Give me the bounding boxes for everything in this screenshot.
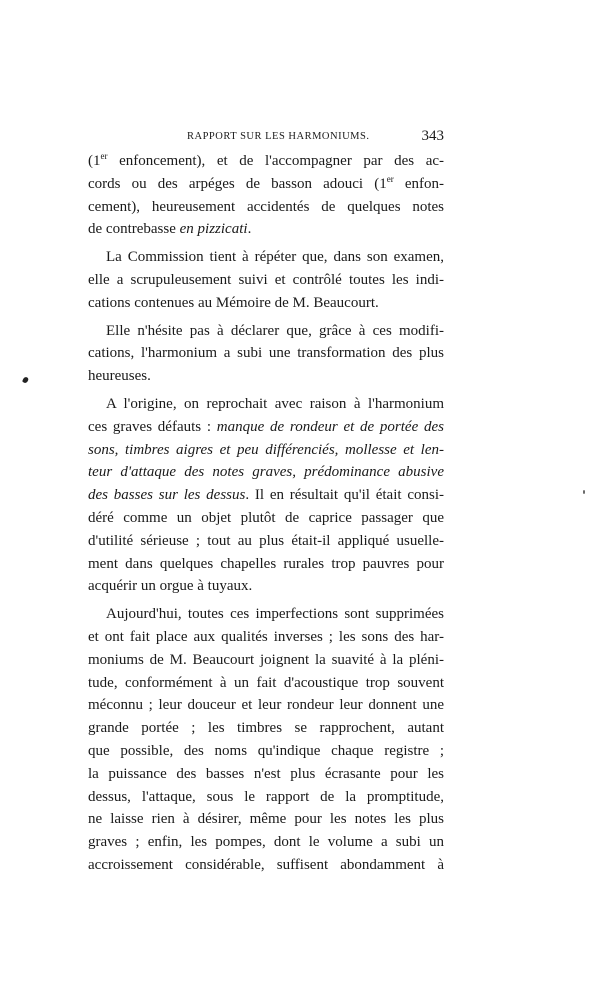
italic-run: des basses sur les dessus <box>88 487 246 504</box>
text-line: ne laisse rien à désirer, même pour les notes les plus <box>88 811 444 828</box>
text-line: accroissement considérable, suffisent abondamment à <box>88 856 444 873</box>
text-line: d'utilité sérieuse ; tout au plus était-il appliqué usuelle- <box>88 532 444 549</box>
superscript: er <box>100 151 108 161</box>
text-line: ment dans quelques chapelles rurales trop pauvres pour <box>88 555 444 572</box>
text-line: elle a scrupuleusement suivi et contrôlé toutes les indi- <box>88 271 444 288</box>
text-line <box>88 484 444 507</box>
text-line: La Commission tient à répéter que, dans son examen, <box>106 249 444 266</box>
text-run: de contrebasse <box>88 221 180 238</box>
text-run: cords ou des arpéges de basson adouci (1 <box>88 175 387 192</box>
text-line: cations contenues au Mémoire de M. Beaucourt. <box>88 294 379 311</box>
running-title: RAPPORT SUR LES HARMONIUMS. <box>187 131 370 142</box>
superscript: er <box>386 173 394 184</box>
text-run: enfoncement), et de l'accompagner par des ac- <box>107 153 444 169</box>
text-line: acquérir un orgue à tuyaux. <box>88 578 253 595</box>
text-line: que possible, des noms qu'indique chaque registre ; <box>88 742 444 759</box>
text-line: grande portée ; les timbres se rapprochent, autant <box>88 720 444 737</box>
text-run: enfon- <box>393 175 444 192</box>
italic-run: manque de rondeur et de portée des <box>216 418 444 435</box>
text-line: et ont fait place aux qualités inverses ; les sons des har- <box>88 628 444 645</box>
text-line: sons, timbres aigres et peu différenciés, mollesse et len- <box>88 441 444 458</box>
text-run: (1 <box>88 153 101 169</box>
text-line: cations, l'harmonium a subi une transformation des plus <box>88 345 444 362</box>
text-run: . <box>247 221 252 238</box>
text-line: graves ; enfin, les pompes, dont le volume a subi un <box>88 834 444 851</box>
text-line: A l'origine, on reprochait avec raison à l'harmonium <box>106 395 444 412</box>
running-header <box>88 128 444 148</box>
text-line <box>88 150 444 173</box>
text-line <box>88 416 444 439</box>
text-line: moniums de M. Beaucourt joignent la suavité à la pléni- <box>88 651 444 668</box>
italic-run: en pizzicati <box>179 221 248 238</box>
text-line: cement), heureusement accidentés de quelques notes <box>88 198 444 215</box>
text-line <box>88 173 444 196</box>
ink-speck <box>22 376 29 384</box>
text-line: la puissance des basses n'est plus écrasante pour les <box>88 765 444 782</box>
text-line: méconnu ; leur douceur et leur rondeur leur donnent une <box>88 697 444 714</box>
text-line: tude, conformément à un fait d'acoustique trop souvent <box>88 674 444 691</box>
text-line: déré comme un objet plutôt de caprice passager que <box>88 509 444 526</box>
text-line: Elle n'hésite pas à déclarer que, grâce à ces modifi- <box>106 322 444 339</box>
text-line: heureuses. <box>88 368 151 385</box>
ink-speck <box>583 490 585 494</box>
text-line: teur d'attaque des notes graves, prédominance abusive <box>88 464 444 481</box>
text-run: . Il en résultait qu'il était consi- <box>245 487 444 504</box>
text-line <box>88 218 444 241</box>
page-number: 343 <box>421 128 444 144</box>
text-run: ces graves défauts : <box>88 418 217 435</box>
text-line: Aujourd'hui, toutes ces imperfections sont supprimées <box>106 606 444 623</box>
body-text <box>88 150 444 877</box>
text-line: dessus, l'attaque, sous le rapport de la promptitude, <box>88 788 444 805</box>
